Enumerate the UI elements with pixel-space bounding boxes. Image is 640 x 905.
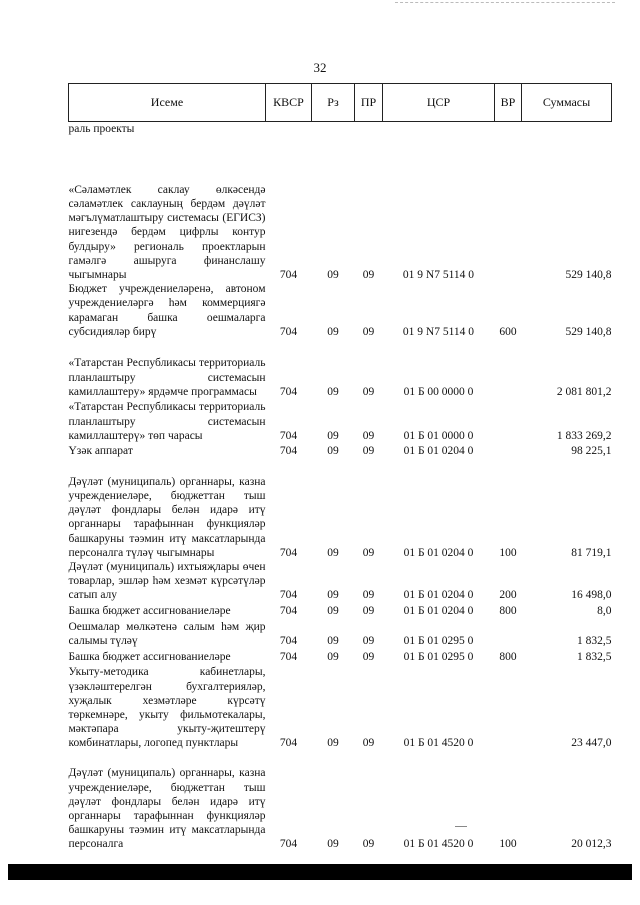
- table-row: [69, 665, 612, 751]
- page-number: 32: [313, 60, 327, 75]
- cell-kvsr: 704: [279, 589, 298, 602]
- header-csr: ЦСР: [383, 84, 495, 122]
- cell-csr: 01 Б 01 4520 0: [403, 737, 474, 750]
- cell-csr: 01 Б 01 4520 0: [403, 838, 474, 851]
- table-row: [69, 458, 612, 560]
- scan-bottom-edge: [8, 864, 632, 880]
- cell-sum: 529 140,8: [565, 325, 612, 338]
- cell-rz: 09: [327, 444, 339, 457]
- cell-sum: 1 833 269,2: [556, 429, 612, 442]
- cell-pr: 09: [362, 325, 375, 338]
- cell-sum: 8,0: [597, 605, 612, 618]
- header-vr: ВР: [495, 84, 522, 122]
- cell-sum: 1 832,5: [577, 651, 612, 664]
- budget-table: [68, 83, 612, 852]
- table-row: [69, 399, 612, 443]
- cell-pr: 09: [362, 385, 375, 398]
- cell-sum: 98 225,1: [571, 444, 612, 457]
- cell-rz: 09: [327, 635, 339, 648]
- cell-vr: [495, 339, 522, 399]
- scan-speck: [455, 826, 467, 827]
- cell-pr: 09: [362, 635, 375, 648]
- cell-kvsr: 704: [279, 444, 298, 457]
- cell-vr: 200: [499, 589, 517, 602]
- cell-pr: 09: [362, 651, 375, 664]
- table-row: [69, 282, 612, 339]
- cell-rz: [312, 122, 355, 137]
- cell-kvsr: 704: [279, 651, 298, 664]
- cell-kvsr: 704: [279, 429, 298, 442]
- header-pr: ПР: [355, 84, 383, 122]
- table-row: [69, 560, 612, 603]
- cell-name: Дәүләт (муниципаль) ихтыяҗлары өчен товарлар, эшләр һәм хезмәт күрсәтүләр сатып алу: [68, 561, 266, 602]
- cell-kvsr: 704: [279, 605, 298, 618]
- cell-csr: 01 9 N7 5114 0: [402, 269, 475, 281]
- cell-name: Дәүләт (муниципаль) органнары, казна учреждениеләре, бюджеттан тыш дәүләт фондлары белән идарә итү органнары тарафыннан функцияләр башкаруны тәэмин итү максатларында персоналга түләү чыгымнары: [68, 475, 266, 559]
- cell-name: Укыту-методика кабинетлары, үзәкләштерелгән бухгалтерияләр, хуҗалык хезмәтләре күрсәтү төркемнәре, укыту фильмотекалары, мәктәпара укыту-җитештерү комбинатлары, логопед пунктлары: [68, 666, 266, 750]
- cell-pr: 09: [362, 444, 375, 457]
- cell-vr: [495, 136, 522, 282]
- cell-rz: 09: [327, 838, 339, 851]
- cell-kvsr: 704: [279, 737, 298, 750]
- header-kvsr: КВСР: [266, 84, 312, 122]
- cell-vr: [495, 443, 522, 458]
- cell-pr: 09: [362, 589, 375, 602]
- cell-name: Оешмалар мөлкәтенә салым һәм җир салымы түләү: [68, 621, 266, 648]
- cell-csr: 01 Б 01 0204 0: [403, 589, 474, 602]
- cell-kvsr: 704: [279, 325, 298, 338]
- cell-csr: 01 Б 01 0204 0: [403, 605, 474, 618]
- header-name: Исеме: [69, 84, 266, 122]
- cell-kvsr: 704: [279, 838, 298, 851]
- table-row: [69, 751, 612, 852]
- cell-name: Дәүләт (муниципаль) органнары, казна учреждениеләре, бюджеттан тыш дәүләт фондлары белән идарә итү органнары тарафыннан функцияләр башкаруны тәэмин итү максатларында персоналга: [68, 767, 266, 851]
- cell-sum: 81 719,1: [571, 546, 612, 559]
- cell-sum: [522, 122, 612, 137]
- cell-csr: 01 Б 01 0204 0: [403, 546, 474, 559]
- table-row: [69, 339, 612, 399]
- cell-vr: 100: [499, 838, 517, 851]
- cell-csr: 01 Б 01 0295 0: [403, 635, 474, 648]
- cell-kvsr: 704: [279, 385, 298, 398]
- cell-rz: 09: [327, 325, 339, 338]
- cell-rz: 09: [327, 651, 339, 664]
- cell-rz: 09: [327, 605, 339, 618]
- cell-sum: 16 498,0: [571, 589, 612, 602]
- cell-rz: 09: [327, 429, 339, 442]
- cell-kvsr: 704: [279, 269, 298, 281]
- cell-vr: [495, 665, 522, 751]
- cell-vr: [495, 122, 522, 137]
- cell-pr: 09: [362, 838, 375, 851]
- cell-csr: 01 Б 01 0204 0: [403, 444, 474, 457]
- table-row: [69, 136, 612, 282]
- cell-rz: 09: [327, 737, 339, 750]
- table-row: [69, 443, 612, 458]
- cell-rz: 09: [327, 385, 339, 398]
- table-row: [69, 649, 612, 665]
- cell-pr: 09: [362, 605, 375, 618]
- cell-sum: 529 140,8: [565, 269, 612, 281]
- cell-kvsr: 704: [279, 546, 298, 559]
- cell-name: Башка бюджет ассигнованиеләре: [68, 651, 231, 664]
- header-rz: Рз: [312, 84, 355, 122]
- table-row: [69, 619, 612, 649]
- cell-pr: 09: [362, 737, 375, 750]
- cell-vr: 100: [499, 546, 517, 559]
- cell-vr: 800: [499, 651, 517, 664]
- table-row: [69, 122, 612, 137]
- cell-rz: 09: [327, 269, 339, 281]
- table-header-row: [69, 84, 612, 122]
- cell-pr: [355, 122, 383, 137]
- cell-csr: 01 Б 01 0000 0: [403, 429, 474, 442]
- header-sum: Суммасы: [522, 84, 612, 122]
- cell-name: «Сәламәтлек саклау өлкәсендә сәламәтлек саклауның бердәм дәүләт мәгълүматлаштыру системасы (ЕГИСЗ) нигезендә бердәм цифрлы контур булдыру» региональ проектларын гамәлгә ашыруга финанслашу чыгымнары: [68, 183, 266, 281]
- cell-vr: 800: [499, 605, 517, 618]
- cell-csr: 01 9 N7 5114 0: [402, 325, 475, 338]
- cell-pr: 09: [362, 269, 375, 281]
- cell-csr: 01 Б 01 0295 0: [403, 651, 474, 664]
- cell-name: Үзәк аппарат: [68, 444, 133, 457]
- cell-name: «Татарстан Республикасы территориаль планлаштыру системасын камиллаштерү» төп чарасы: [68, 401, 266, 442]
- scan-artifact-line: [395, 2, 615, 3]
- cell-rz: 09: [327, 589, 339, 602]
- cell-sum: 2 081 801,2: [556, 385, 612, 398]
- table-row: [69, 603, 612, 619]
- cell-rz: 09: [327, 546, 339, 559]
- cell-vr: [495, 399, 522, 443]
- cell-name: Бюджет учреждениеләренә, автоном учреждениеләргә һәм коммерциягә карамаган башка оешмаларга субсидияләр бирү: [68, 283, 266, 338]
- cell-kvsr: [266, 122, 312, 137]
- cell-pr: 09: [362, 429, 375, 442]
- cell-kvsr: 704: [279, 635, 298, 648]
- cell-pr: 09: [362, 546, 375, 559]
- cell-sum: 20 012,3: [571, 838, 612, 851]
- cell-name: раль проекты: [68, 123, 135, 135]
- cell-csr: 01 Б 00 0000 0: [403, 385, 474, 398]
- cell-csr: [383, 122, 495, 137]
- cell-vr: [495, 619, 522, 649]
- cell-sum: 23 447,0: [571, 737, 612, 750]
- cell-vr: 600: [499, 325, 517, 338]
- cell-name: Башка бюджет ассигнованиеләре: [68, 605, 231, 618]
- cell-name: «Татарстан Республикасы территориаль планлаштыру системасын камиллаштеру» ярдәмче программасы: [68, 357, 266, 398]
- cell-sum: 1 832,5: [577, 635, 612, 648]
